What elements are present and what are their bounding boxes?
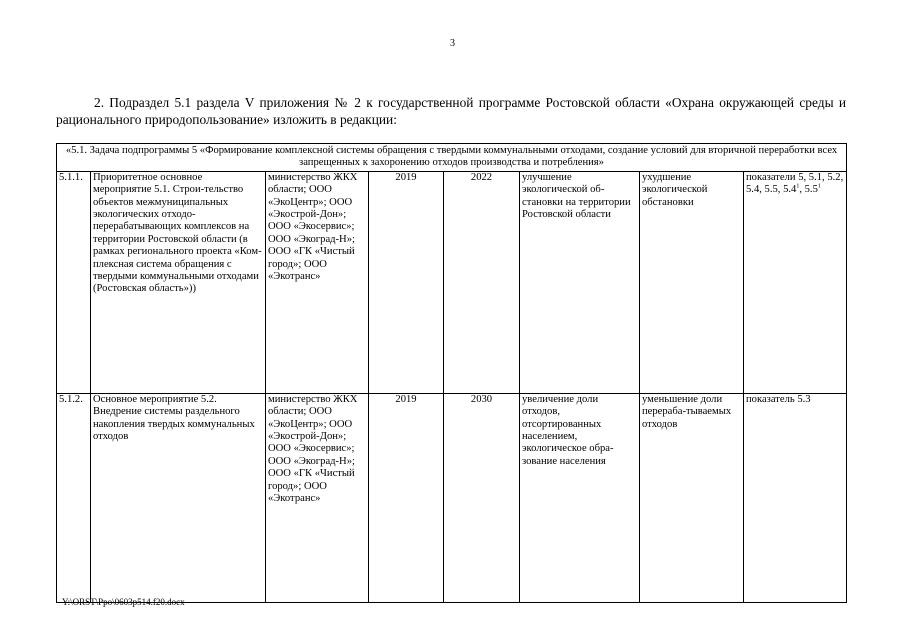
intro-paragraph xyxy=(56,94,846,128)
indicators-text-tail: , 5.5 xyxy=(799,184,818,196)
measures-table xyxy=(56,143,847,603)
measure-name: Основное мероприятие 5.2. Внедрение системы раздельного накопления твердых коммунальных отходов xyxy=(91,393,266,602)
page-number: 3 xyxy=(450,38,455,49)
file-path-footer: Y:\ORST\Ppo\0603p514.f20.docx xyxy=(62,597,185,607)
end-year: 2022 xyxy=(444,171,520,393)
row-number: 5.1.2. xyxy=(57,393,91,602)
consequence: ухудшение экологической обстановки xyxy=(640,171,744,393)
consequence: уменьшение доли перераба-тываемых отходов xyxy=(640,393,744,602)
start-year: 2019 xyxy=(369,171,444,393)
indicators-footnote: 1 xyxy=(796,183,800,190)
indicators-footnote: 1 xyxy=(817,183,821,190)
end-year: 2030 xyxy=(444,393,520,602)
table-header: «5.1. Задача подпрограммы 5 «Формирование комплексной системы обращения с твердыми коммунальными отходами, создание условий для вторичной переработки всех запрещенных к захоронению отходов производства и потребления» xyxy=(57,144,847,172)
table-row xyxy=(57,171,847,393)
table-row xyxy=(57,393,847,602)
expected-result: увеличение доли отходов, отсортированных населением, экологическое обра-зование населения xyxy=(520,393,640,602)
indicators: показатель 5.3 xyxy=(744,393,847,602)
start-year: 2019 xyxy=(369,393,444,602)
table-header-row xyxy=(57,144,847,172)
measure-name: Приоритетное основное мероприятие 5.1. Строи-тельство объектов межмуниципальных экологических отходо-перерабатывающих комплексов на территории Ростовской области (в рамках регионального проекта «Ком-плексная система обращения с твердыми коммунальными отходами (Ростовская область»)) xyxy=(91,171,266,393)
indicators-text: показатели 5, 5.1, 5.2, 5.4, 5.5, 5.4 xyxy=(746,171,844,196)
intro-text: 2. Подраздел 5.1 раздела V приложения № 2 к государственной программе Ростовской области «Охрана окружающей среды и рационального природопользование» изложить в редакции: xyxy=(56,95,846,127)
expected-result: улучшение экологической об-становки на территории Ростовской области xyxy=(520,171,640,393)
executor: министерство ЖКХ области; ООО «ЭкоЦентр»; ООО «Экострой-Дон»; ООО «Экосервис»; ООО «Экоград-Н»; ООО «ГК «Чистый город»; ООО «Экотранс» xyxy=(266,393,369,602)
indicators xyxy=(744,171,847,393)
row-number: 5.1.1. xyxy=(57,171,91,393)
executor: министерство ЖКХ области; ООО «ЭкоЦентр»; ООО «Экострой-Дон»; ООО «Экосервис»; ООО «Экоград-Н»; ООО «ГК «Чистый город»; ООО «Экотранс» xyxy=(266,171,369,393)
